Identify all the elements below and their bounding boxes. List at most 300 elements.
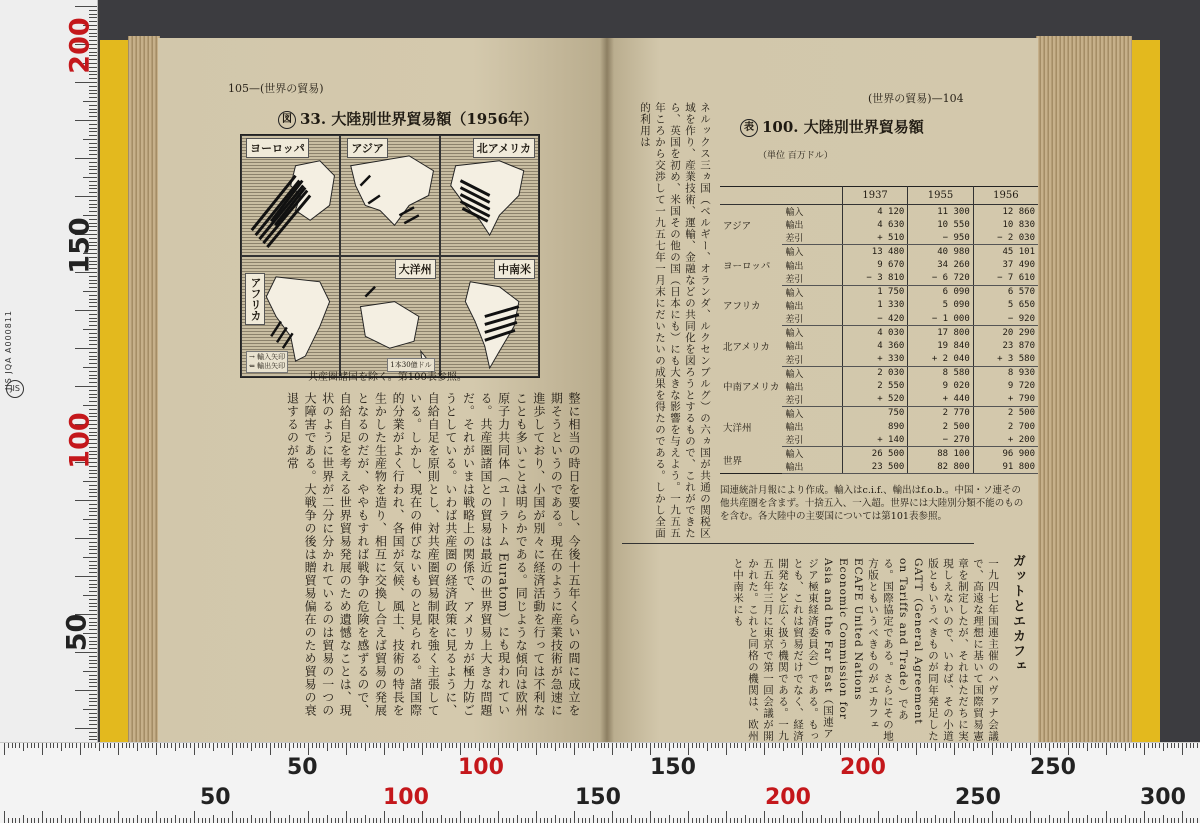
ruler-tick — [1041, 743, 1042, 748]
ruler-tick — [1114, 818, 1115, 823]
ruler-tick — [597, 818, 598, 823]
ruler-tick — [1110, 743, 1111, 748]
ruler-tick — [1102, 818, 1103, 823]
ruler-tick — [83, 671, 97, 672]
ruler-tick — [126, 743, 127, 748]
ruler-tick — [83, 367, 97, 368]
table-unit: （単位 百万ドル） — [758, 151, 833, 161]
ruler-tick — [806, 818, 807, 823]
ruler-tick — [89, 515, 97, 516]
ruler-tick — [247, 818, 248, 823]
ruler-tick — [304, 818, 305, 823]
ruler-tick — [57, 818, 58, 823]
ruler-tick — [183, 743, 184, 748]
ruler-tick — [756, 818, 757, 823]
ruler-tick — [946, 743, 947, 748]
ruler-tick — [741, 743, 742, 748]
ruler-tick — [1000, 743, 1001, 748]
ruler-tick — [536, 811, 537, 823]
ruler-tick — [221, 743, 222, 748]
ruler-tick — [996, 818, 997, 823]
ruler-tick — [1015, 818, 1016, 823]
ruler-tick — [1193, 818, 1194, 823]
ruler-tick — [889, 818, 890, 823]
ruler-tick — [753, 818, 754, 823]
ruler-tick — [89, 181, 97, 182]
ruler-bottom-number: 50 — [200, 785, 231, 810]
ruler-tick — [83, 329, 97, 330]
ruler-tick — [75, 576, 97, 577]
ruler-tick — [528, 743, 529, 748]
ruler-tick — [912, 818, 913, 823]
ruler-tick — [487, 818, 488, 823]
value-cell: 9 670 — [842, 258, 907, 271]
ruler-tick — [1125, 815, 1126, 823]
col-header-1956: 1956 — [973, 187, 1038, 205]
ruler-tick — [566, 818, 567, 823]
ruler-tick — [89, 14, 97, 15]
ruler-tick — [563, 743, 564, 748]
value-cell: + 2 040 — [908, 353, 973, 367]
ruler-tick — [414, 818, 415, 823]
ruler-tick — [89, 124, 97, 125]
value-cell: − 950 — [908, 231, 973, 245]
ruler-tick — [764, 743, 765, 755]
ruler-tick — [89, 485, 97, 486]
ruler-tick — [300, 743, 301, 748]
ruler-tick — [83, 177, 97, 178]
ruler-tick — [1007, 818, 1008, 823]
ruler-tick — [357, 743, 358, 748]
ruler-tick — [255, 743, 256, 748]
value-cell: 10 550 — [908, 218, 973, 231]
ruler-tick — [658, 818, 659, 823]
ruler-tick — [528, 818, 529, 823]
ruler-tick — [760, 743, 761, 748]
figure-badge: 図 — [278, 111, 296, 129]
value-cell: − 3 810 — [842, 272, 907, 286]
ruler-tick — [688, 811, 689, 823]
ruler-tick — [75, 690, 97, 691]
ruler-tick — [779, 818, 780, 823]
ruler-tick — [832, 743, 833, 748]
ruler-tick — [487, 743, 488, 748]
ruler-tick — [34, 743, 35, 748]
ruler-tick — [494, 743, 495, 748]
ruler-tick — [89, 663, 97, 664]
ruler-tick — [213, 743, 214, 751]
ruler-tick — [1152, 743, 1153, 748]
ruler-tick — [639, 818, 640, 823]
ruler-tick — [943, 818, 944, 823]
ruler-tick — [354, 743, 355, 748]
ruler-tick — [148, 818, 149, 823]
ruler-tick — [80, 811, 81, 823]
ruler-tick — [521, 743, 522, 748]
ruler-tick — [939, 743, 940, 748]
ruler-tick — [89, 128, 97, 129]
ruler-tick — [1041, 818, 1042, 823]
ruler-tick — [205, 743, 206, 748]
ruler-tick — [133, 818, 134, 823]
ruler-tick — [604, 818, 605, 823]
ruler-tick — [574, 743, 575, 755]
ruler-tick — [89, 477, 97, 478]
ruler-tick — [878, 811, 879, 823]
ruler-tick — [669, 743, 670, 751]
ruler-tick — [984, 743, 985, 748]
ruler-top-number: 100 — [458, 755, 504, 780]
ruler-tick — [38, 743, 39, 748]
ruler-tick — [802, 811, 803, 823]
ruler-tick — [350, 743, 351, 748]
ruler-tick — [943, 743, 944, 748]
ruler-tick — [89, 568, 97, 569]
ruler-tick — [194, 743, 195, 755]
row-kind-cell: 輸出 — [782, 460, 842, 474]
ruler-tick — [692, 743, 693, 748]
ruler-tick — [357, 818, 358, 823]
ruler-tick — [627, 743, 628, 748]
ruler-tick — [148, 743, 149, 748]
ruler-tick — [89, 496, 97, 497]
row-kind-cell: 輸出 — [785, 261, 804, 272]
ruler-tick — [61, 743, 62, 751]
ruler-tick — [1053, 818, 1054, 823]
ruler-tick — [205, 818, 206, 823]
ruler-tick — [1155, 818, 1156, 823]
ruler-tick — [1034, 818, 1035, 823]
ruler-tick — [665, 818, 666, 823]
ruler-tick — [608, 743, 609, 748]
row-kind-cell: 差引 — [782, 353, 842, 367]
ruler-tick — [1098, 818, 1099, 823]
value-cell: 40 980 — [908, 245, 973, 259]
ruler-tick — [1140, 743, 1141, 748]
ruler-tick — [89, 109, 97, 110]
ruler-tick — [684, 743, 685, 748]
ruler-tick — [297, 818, 298, 823]
ruler-tick — [361, 743, 362, 748]
value-cell: 19 840 — [908, 339, 973, 352]
ruler-tick — [703, 818, 704, 823]
ruler-tick — [905, 818, 906, 823]
ruler-tick — [639, 743, 640, 748]
ruler-tick — [183, 818, 184, 823]
ruler-tick — [89, 337, 97, 338]
ruler-tick — [15, 743, 16, 748]
ruler-tick — [89, 10, 97, 11]
ruler-tick — [278, 818, 279, 823]
ruler-tick — [411, 818, 412, 823]
ruler-tick — [988, 743, 989, 748]
ruler-tick — [1007, 743, 1008, 748]
ruler-tick — [582, 743, 583, 748]
map-scale: 1本30億ドル — [387, 358, 434, 372]
ruler-tick — [4, 743, 5, 755]
row-kind-cell: 差引 — [782, 231, 842, 245]
ruler-tick — [145, 743, 146, 748]
jis-mark-icon: JIS — [6, 380, 24, 398]
ruler-tick — [460, 811, 461, 823]
ruler-tick — [46, 818, 47, 823]
ruler-tick — [1186, 818, 1187, 823]
value-cell: 82 800 — [908, 460, 973, 474]
ruler-tick — [532, 818, 533, 823]
value-cell: 2 550 — [842, 380, 907, 393]
right-page — [608, 38, 1038, 750]
ruler-tick — [156, 743, 157, 755]
ruler-tick — [677, 743, 678, 748]
ruler-tick — [380, 818, 381, 823]
ruler-tick — [836, 818, 837, 823]
map-legend — [246, 351, 288, 373]
ruler-tick — [551, 818, 552, 823]
row-kind-cell: 輸入 — [785, 329, 804, 340]
ruler-tick — [418, 743, 419, 748]
ruler-tick — [209, 743, 210, 748]
ruler-tick — [479, 743, 480, 751]
ruler-tick — [89, 511, 97, 512]
ruler-tick — [726, 811, 727, 823]
ruler-tick — [95, 818, 96, 823]
ruler-tick — [407, 818, 408, 823]
ruler-tick — [1083, 818, 1084, 823]
ruler-tick — [532, 743, 533, 748]
ruler-tick — [89, 333, 97, 334]
table-row — [720, 406, 1038, 420]
ruler-tick — [646, 743, 647, 748]
ruler-tick — [1121, 818, 1122, 823]
ruler-tick — [1022, 743, 1023, 748]
ruler-tick — [1182, 743, 1183, 755]
ruler-tick — [806, 743, 807, 748]
ruler-tick — [270, 743, 271, 755]
ruler-tick — [1133, 743, 1134, 748]
ruler-tick — [107, 743, 108, 748]
ruler-tick — [1038, 743, 1039, 748]
ruler-tick — [684, 818, 685, 823]
ruler-tick — [753, 743, 754, 748]
ruler-tick — [977, 818, 978, 823]
ruler-tick — [623, 743, 624, 748]
ruler-tick — [1155, 743, 1156, 748]
ruler-tick — [905, 743, 906, 748]
ruler-tick — [89, 705, 97, 706]
value-cell: 2 700 — [973, 420, 1038, 433]
map-panel-latin-america — [440, 256, 539, 377]
ruler-tick — [217, 743, 218, 748]
ruler-top-number: 50 — [287, 755, 318, 780]
ruler-tick — [798, 743, 799, 748]
ruler-tick — [369, 818, 370, 823]
ruler-tick — [601, 818, 602, 823]
ruler-tick — [72, 818, 73, 823]
ruler-tick — [84, 818, 85, 823]
ruler-tick — [202, 818, 203, 823]
ruler-tick — [813, 818, 814, 823]
ruler-tick — [285, 818, 286, 823]
ruler-tick — [365, 743, 366, 751]
left-ruler-number: 150 — [64, 217, 96, 274]
value-cell: 1 330 — [842, 299, 907, 312]
ruler-tick — [1011, 743, 1012, 751]
ruler-tick — [973, 743, 974, 751]
ruler-tick — [1079, 818, 1080, 823]
ruler-tick — [179, 818, 180, 823]
ruler-tick — [91, 743, 92, 748]
ruler-tick — [620, 743, 621, 748]
ruler-tick — [642, 743, 643, 748]
ruler-tick — [1003, 743, 1004, 748]
ruler-tick — [23, 815, 24, 823]
ruler-tick — [422, 743, 423, 755]
ruler-tick — [1106, 811, 1107, 823]
ruler-tick — [506, 818, 507, 823]
ruler-bottom-number: 300 — [1140, 785, 1186, 810]
ruler-tick — [89, 344, 97, 345]
left-page — [158, 38, 608, 750]
ruler-tick — [80, 743, 81, 755]
ruler-tick — [338, 743, 339, 748]
ruler-tick — [1072, 818, 1073, 823]
ruler-tick — [555, 743, 556, 751]
row-kind-cell: 輸出 — [785, 342, 804, 353]
ruler-tick — [715, 743, 716, 748]
ruler-tick — [992, 743, 993, 755]
value-cell: 10 830 — [973, 218, 1038, 231]
ruler-tick — [89, 401, 97, 402]
map-panel-africa — [241, 256, 340, 377]
ruler-tick — [475, 818, 476, 823]
ruler-tick — [950, 818, 951, 823]
ruler-tick — [240, 818, 241, 823]
ruler-tick — [908, 743, 909, 748]
ruler-tick — [89, 116, 97, 117]
ruler-tick — [859, 815, 860, 823]
ruler-tick — [194, 811, 195, 823]
ruler-tick — [373, 743, 374, 748]
ruler-tick — [433, 743, 434, 748]
ruler-tick — [669, 815, 670, 823]
ruler-tick — [1045, 743, 1046, 748]
ruler-tick — [89, 185, 97, 186]
ruler-tick — [186, 818, 187, 823]
row-kind-cell: 輸出 — [785, 221, 804, 232]
ruler-tick — [376, 818, 377, 823]
ruler-tick — [110, 818, 111, 823]
region-cell: アフリカ — [723, 301, 761, 313]
ruler-tick — [1171, 818, 1172, 823]
ruler-tick — [882, 818, 883, 823]
ruler-tick — [931, 818, 932, 823]
ruler-tick — [8, 818, 9, 823]
ruler-tick — [12, 743, 13, 748]
ruler-tick — [927, 743, 928, 748]
ruler-tick — [160, 818, 161, 823]
left-ruler-number: 200 — [64, 17, 96, 74]
ruler-tick — [604, 743, 605, 748]
ruler-tick — [89, 150, 97, 151]
ruler-tick — [1030, 811, 1031, 823]
ruler-tick — [1197, 743, 1198, 748]
ruler-tick — [50, 743, 51, 748]
ruler-tick — [802, 743, 803, 755]
ruler-tick — [950, 743, 951, 748]
ruler-tick — [559, 818, 560, 823]
ruler-tick — [89, 93, 97, 94]
value-cell: + 200 — [973, 433, 1038, 447]
table-row — [720, 366, 1038, 380]
ruler-tick — [83, 595, 97, 596]
ruler-tick — [996, 743, 997, 748]
ruler-tick — [867, 743, 868, 748]
ruler-tick — [525, 818, 526, 823]
ruler-tick — [83, 709, 97, 710]
ruler-tick — [122, 743, 123, 748]
table-corner-cell — [720, 187, 842, 205]
ruler-tick — [228, 743, 229, 748]
ruler-tick — [84, 743, 85, 748]
ruler-tick — [42, 811, 43, 823]
ruler-tick — [1064, 818, 1065, 823]
ruler-tick — [863, 743, 864, 748]
ruler-tick — [783, 815, 784, 823]
ruler-tick — [958, 743, 959, 748]
ruler-tick — [1091, 818, 1092, 823]
ruler-tick — [958, 818, 959, 823]
ruler-tick — [836, 743, 837, 748]
ruler-tick — [89, 572, 97, 573]
ruler-tick — [893, 743, 894, 748]
ruler-tick — [202, 743, 203, 748]
ruler-tick — [601, 743, 602, 748]
ruler-tick — [89, 280, 97, 281]
ruler-tick — [540, 743, 541, 748]
ruler-tick — [240, 743, 241, 748]
book-cover-right — [1130, 40, 1160, 752]
ruler-tick — [89, 504, 97, 505]
map-panel-north-america — [440, 135, 539, 256]
ruler-tick — [502, 818, 503, 823]
ruler-tick — [89, 698, 97, 699]
ruler-tick — [1163, 815, 1164, 823]
ruler-tick — [392, 743, 393, 748]
ruler-tick — [874, 818, 875, 823]
value-cell: 11 300 — [908, 205, 973, 219]
value-cell: 5 090 — [908, 299, 973, 312]
ruler-tick — [597, 743, 598, 748]
row-kind-cell: 輸出 — [785, 423, 804, 434]
ruler-tick — [544, 743, 545, 748]
ruler-tick — [89, 97, 97, 98]
ruler-tick — [654, 743, 655, 748]
value-cell: + 3 580 — [973, 353, 1038, 367]
ruler-tick — [75, 196, 97, 197]
ruler-tick — [75, 500, 97, 501]
row-kind-cell: 輸入 — [785, 288, 804, 299]
value-cell: 4 630 — [842, 218, 907, 231]
ruler-tick — [692, 818, 693, 823]
ruler-tick — [137, 743, 138, 751]
ruler-tick — [31, 818, 32, 823]
ruler-tick — [563, 818, 564, 823]
ruler-tick — [673, 743, 674, 748]
ruler-tick — [89, 606, 97, 607]
map-label-africa: アフリカ — [245, 273, 265, 325]
map-label-asia: アジア — [347, 138, 388, 158]
ruler-tick — [741, 818, 742, 823]
